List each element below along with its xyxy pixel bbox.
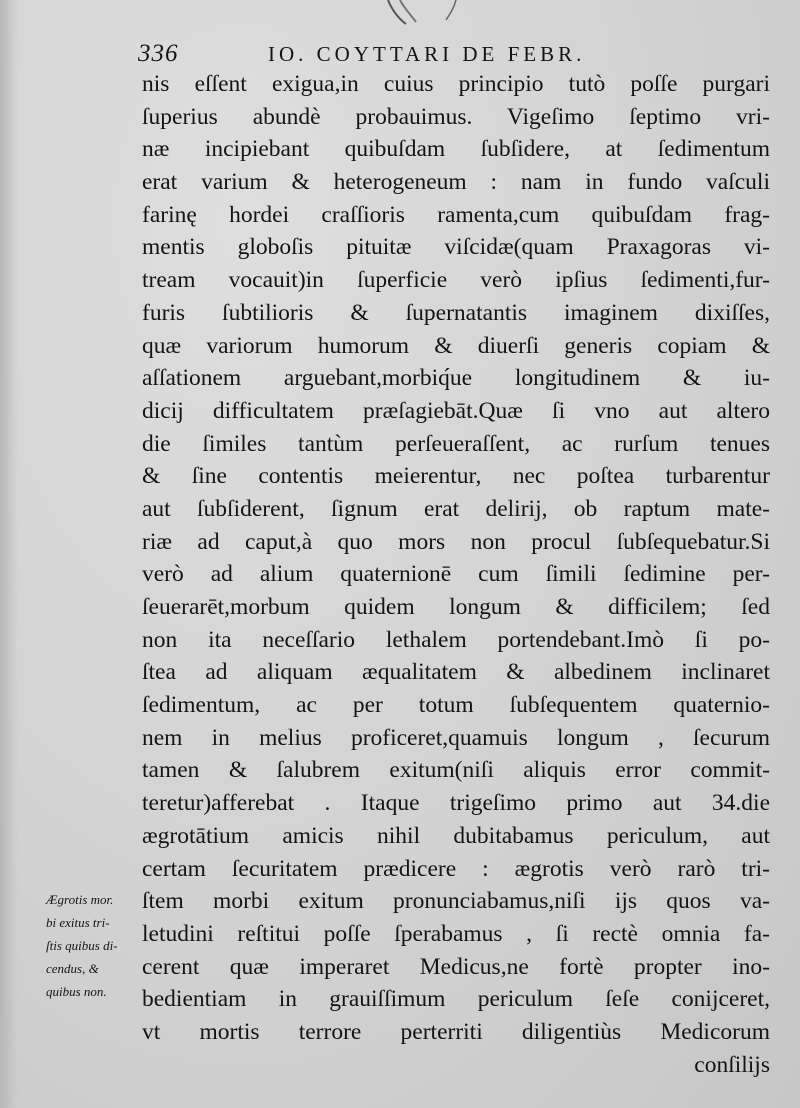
text-line: ſtea ad aliquam æqualitatem & albedinem inclinaret [142, 659, 770, 686]
marginal-note-line: cendus, & [46, 961, 99, 976]
text-line: farinę hordei craſſioris ramenta,cum quibuſdam frag- [142, 201, 770, 228]
main-text-block [142, 68, 770, 1081]
text-line: erat varium & heterogeneum : nam in fundo vaſculi [142, 169, 770, 196]
marginal-note [46, 888, 152, 1003]
marginal-note-line: bi exitus tri- [46, 915, 110, 930]
text-line: vt mortis terrore perterriti diligentiùs Medicorum [142, 1018, 770, 1045]
running-head: IO. COYTTARI DE FEBR. [268, 42, 586, 66]
text-line: verò ad alium quaternionē cum ſimili ſedimine per- [142, 561, 770, 588]
text-line: mentis globoſis pituitæ viſcidæ(quam Praxagoras vi- [142, 234, 770, 261]
text-line: ægrotātium amicis nihil dubitabamus periculum, aut [142, 822, 770, 849]
text-line: ſuperius abundè probauimus. Vigeſimo ſeptimo vri- [142, 103, 770, 130]
text-line: næ incipiebant quibuſdam ſubſidere, at ſedimentum [142, 136, 770, 163]
text-line: die ſimiles tantùm perſeueraſſent, ac rurſum tenues [142, 430, 770, 457]
text-line: bedientiam in grauiſſimum periculum ſeſe conijceret, [142, 986, 770, 1013]
page-number: 336 [138, 40, 179, 67]
catchword: conſilijs [694, 1051, 770, 1078]
text-line: ſedimentum, ac per totum ſubſequentem quaternio- [142, 692, 770, 719]
text-line: ſtem morbi exitum pronunciabamus,niſi ijs quos va- [142, 888, 770, 915]
text-line: quæ variorum humorum & diuerſi generis copiam & [142, 332, 770, 359]
text-line: non ita neceſſario lethalem portendebant.Imò ſi po- [142, 626, 770, 653]
marginal-note-line: quibus non. [46, 984, 107, 999]
text-line: & ſine contentis meierentur, nec poſtea turbarentur [142, 463, 770, 490]
text-line: riæ ad caput,à quo mors non procul ſubſequebatur.Si [142, 528, 770, 555]
text-line: aſſationem arguebant,morbiq́ue longitudinem & iu- [142, 365, 770, 392]
page-header [138, 40, 758, 70]
text-line: furis ſubtilioris & ſupernatantis imaginem dixiſſes, [142, 299, 770, 326]
marginal-note-line: Ægrotis mor. [46, 892, 114, 907]
text-line: cerent quæ imperaret Medicus,ne fortè propter ino- [142, 953, 770, 980]
marginal-note-line: ſtis quibus di- [46, 938, 118, 953]
text-line: tamen & ſalubrem exitum(niſi aliquis error commit- [142, 757, 770, 784]
text-line: tream vocauit)in ſuperficie verò ipſius ſedimenti,fur- [142, 267, 770, 294]
text-line: dicij difficultatem præſagiebāt.Quæ ſi vno aut altero [142, 397, 770, 424]
text-line: nem in melius proficeret,quamuis longum , ſecurum [142, 724, 770, 751]
text-line: ſeuerarēt,morbum quidem longum & difficilem; ſed [142, 594, 770, 620]
text-line: teretur)afferebat . Itaque trigeſimo primo aut 34.die [142, 790, 770, 817]
text-line: nis eſſent exigua,in cuius principio tutò poſſe purgari [142, 71, 770, 97]
top-edge-marks [360, 0, 480, 30]
text-line: aut ſubſiderent, ſignum erat delirij, ob raptum mate- [142, 495, 770, 522]
page-edge-shadow [0, 0, 18, 1108]
text-line: letudini reſtitui poſſe ſperabamus , ſi rectè omnia fa- [142, 920, 770, 947]
text-line: certam ſecuritatem prædicere : ægrotis verò rarò tri- [142, 855, 770, 882]
